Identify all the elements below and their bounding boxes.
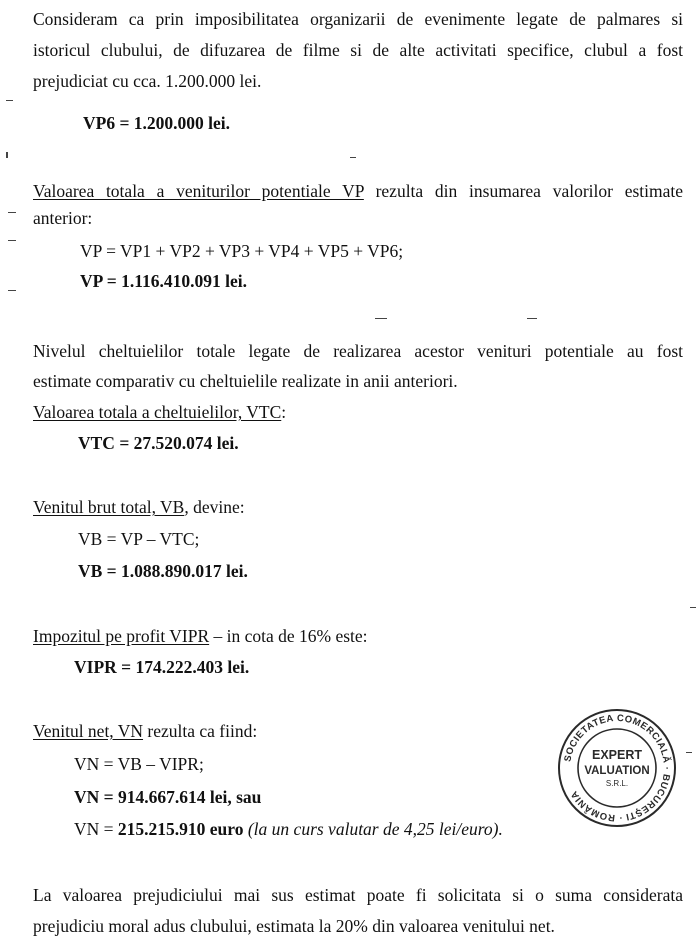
stamp-line-2: VALUATION	[584, 765, 650, 777]
scan-speck	[8, 240, 16, 241]
scan-speck	[686, 752, 692, 753]
vp-formula: VP = VP1 + VP2 + VP3 + VP4 + VP5 + VP6;	[80, 241, 404, 261]
stamp-line-3: S.R.L.	[605, 779, 629, 788]
vipr-heading-line	[33, 621, 368, 652]
expense-line-1: Nivelul cheltuielilor totale legate de realizarea acestor venituri potentiale au fost	[33, 341, 683, 361]
vp-result: VP = 1.116.410.091 lei.	[80, 271, 247, 291]
expense-line-2: estimate comparativ cu cheltuielile realizate in anii anteriori.	[33, 371, 458, 391]
paragraph-1-line-2: istoricul clubului, de difuzarea de filme si de alte activitati specifice, clubul a fost	[33, 40, 683, 60]
vn-result-euro-value: 215.215.910 euro	[117, 819, 244, 839]
vb-formula: VB = VP – VTC;	[78, 529, 200, 549]
vp6-result: VP6 = 1.200.000 lei.	[83, 113, 231, 133]
closing-line-1: La valoarea prejudiciului mai sus estimat poate fi solicitata si o suma considerata	[33, 885, 683, 905]
scan-speck	[8, 212, 16, 213]
scan-speck	[6, 100, 13, 101]
scan-speck	[690, 607, 696, 608]
scan-speck	[350, 157, 356, 158]
vipr-heading: Impozitul pe profit VIPR	[33, 626, 210, 646]
vn-heading-suffix: rezulta ca fiind:	[143, 721, 258, 741]
vn-result-euro	[74, 814, 503, 845]
vn-result-lei-value: VN = 914.667.614 lei,	[74, 787, 232, 807]
stamp-line-1: EXPERT	[591, 748, 643, 762]
vp-heading: Valoarea totala a veniturilor potentiale VP	[33, 181, 364, 201]
vipr-heading-suffix: – in cota de 16% este:	[209, 626, 368, 646]
scan-speck	[6, 152, 8, 158]
vb-result: VB = 1.088.890.017 lei.	[78, 561, 248, 581]
paragraph-1-line-3: prejudiciat cu cca. 1.200.000 lei.	[33, 71, 262, 91]
vtc-heading-line	[33, 397, 286, 428]
vtc-result: VTC = 27.520.074 lei.	[78, 433, 239, 453]
vn-result-euro-label: VN =	[74, 819, 118, 839]
scan-speck	[375, 318, 387, 319]
vp-heading-rest: rezulta din insumarea valorilor estimate	[363, 181, 684, 201]
vn-heading-line	[33, 716, 257, 747]
vipr-result: VIPR = 174.222.403 lei.	[74, 657, 250, 677]
vn-exchange-note: (la un curs valutar de 4,25 lei/euro).	[247, 819, 503, 839]
vtc-heading-suffix: :	[281, 402, 287, 422]
vn-formula: VN = VB – VIPR;	[74, 754, 204, 774]
scan-speck	[8, 290, 16, 291]
closing-line-2: prejudiciu moral adus clubului, estimata la 20% din valoarea venitului net.	[33, 916, 555, 936]
company-stamp	[555, 706, 679, 830]
vn-result-lei-rest: sau	[231, 787, 262, 807]
vp-line-1	[33, 176, 683, 207]
vtc-heading: Valoarea totala a cheltuielilor, VTC	[33, 402, 282, 422]
vb-heading-suffix: , devine:	[184, 497, 245, 517]
scan-speck	[527, 318, 537, 319]
vb-heading: Venitul brut total, VB	[33, 497, 185, 517]
vb-heading-line	[33, 492, 245, 523]
vn-heading: Venitul net, VN	[33, 721, 144, 741]
paragraph-1-line-1: Consideram ca prin imposibilitatea organizarii de evenimente legate de palmares si	[33, 9, 683, 29]
vp-line-2: anterior:	[33, 208, 93, 228]
vn-result-lei	[74, 782, 261, 813]
stamp-ring-text: SOCIETATEA COMERCIALĂ · BUCUREŞTI · ROMÂNIA	[562, 712, 673, 824]
